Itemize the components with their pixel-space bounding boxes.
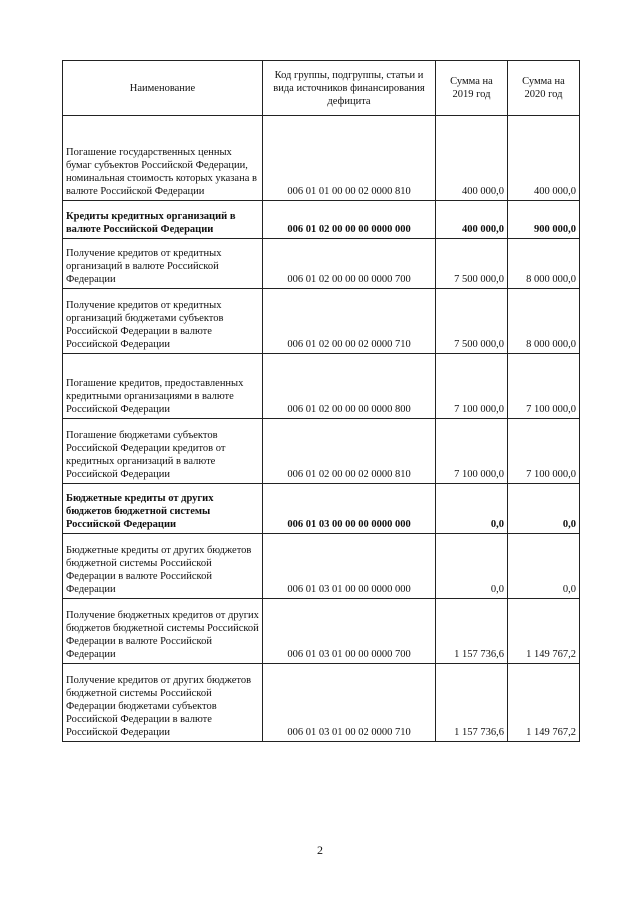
row-name: Получение кредитов от других бюджетов бюджетной системы Российской Федерации бюджетами субъектов Российской Федерации в валюте Российской Федерации bbox=[63, 664, 263, 742]
row-sum-2020: 1 149 767,2 bbox=[508, 664, 580, 742]
table-row bbox=[63, 484, 580, 534]
row-sum-2019: 7 500 000,0 bbox=[436, 239, 508, 289]
header-code: Код группы, подгруппы, статьи и вида источников финансирования дефицита bbox=[263, 61, 436, 116]
table-row bbox=[63, 354, 580, 419]
table-row bbox=[63, 201, 580, 239]
budget-sources-table bbox=[62, 60, 580, 742]
row-sum-2019: 7 100 000,0 bbox=[436, 354, 508, 419]
table-row bbox=[63, 419, 580, 484]
row-name: Погашение кредитов, предоставленных кредитными организациями в валюте Российской Федерации bbox=[63, 354, 263, 419]
row-sum-2019: 7 500 000,0 bbox=[436, 289, 508, 354]
row-name: Погашение государственных ценных бумаг субъектов Российской Федерации, номинальная стоимость которых указана в валюте Российской Федерации bbox=[63, 116, 263, 201]
row-sum-2020: 7 100 000,0 bbox=[508, 419, 580, 484]
row-sum-2019: 1 157 736,6 bbox=[436, 664, 508, 742]
row-name: Получение кредитов от кредитных организаций бюджетами субъектов Российской Федерации в валюте Российской Федерации bbox=[63, 289, 263, 354]
row-code: 006 01 03 00 00 00 0000 000 bbox=[263, 484, 436, 534]
row-code: 006 01 03 01 00 00 0000 000 bbox=[263, 534, 436, 599]
header-name: Наименование bbox=[63, 61, 263, 116]
row-sum-2019: 0,0 bbox=[436, 534, 508, 599]
row-sum-2020: 0,0 bbox=[508, 484, 580, 534]
row-code: 006 01 02 00 00 00 0000 000 bbox=[263, 201, 436, 239]
row-code: 006 01 03 01 00 00 0000 700 bbox=[263, 599, 436, 664]
row-sum-2020: 400 000,0 bbox=[508, 116, 580, 201]
row-name: Получение бюджетных кредитов от других бюджетов бюджетной системы Российской Федерации в валюте Российской Федерации bbox=[63, 599, 263, 664]
row-code: 006 01 03 01 00 02 0000 710 bbox=[263, 664, 436, 742]
header-sum-2019: Сумма на 2019 год bbox=[436, 61, 508, 116]
row-sum-2019: 0,0 bbox=[436, 484, 508, 534]
row-sum-2020: 1 149 767,2 bbox=[508, 599, 580, 664]
row-name: Бюджетные кредиты от других бюджетов бюджетной системы Российской Федерации в валюте Российской Федерации bbox=[63, 534, 263, 599]
row-code: 006 01 02 00 00 00 0000 800 bbox=[263, 354, 436, 419]
header-sum-2020: Сумма на 2020 год bbox=[508, 61, 580, 116]
table-row bbox=[63, 116, 580, 201]
row-sum-2019: 400 000,0 bbox=[436, 116, 508, 201]
table-row bbox=[63, 664, 580, 742]
row-sum-2020: 7 100 000,0 bbox=[508, 354, 580, 419]
row-sum-2020: 8 000 000,0 bbox=[508, 289, 580, 354]
row-sum-2020: 0,0 bbox=[508, 534, 580, 599]
row-name: Кредиты кредитных организаций в валюте Российской Федерации bbox=[63, 201, 263, 239]
row-code: 006 01 02 00 00 02 0000 810 bbox=[263, 419, 436, 484]
row-name: Погашение бюджетами субъектов Российской Федерации кредитов от кредитных организаций в валюте Российской Федерации bbox=[63, 419, 263, 484]
table-header-row bbox=[63, 61, 580, 116]
row-sum-2019: 400 000,0 bbox=[436, 201, 508, 239]
row-code: 006 01 02 00 00 02 0000 710 bbox=[263, 289, 436, 354]
table-row bbox=[63, 599, 580, 664]
page-number: 2 bbox=[317, 843, 323, 857]
table-row bbox=[63, 534, 580, 599]
row-name: Получение кредитов от кредитных организаций в валюте Российской Федерации bbox=[63, 239, 263, 289]
row-sum-2020: 900 000,0 bbox=[508, 201, 580, 239]
row-sum-2019: 7 100 000,0 bbox=[436, 419, 508, 484]
table-row bbox=[63, 289, 580, 354]
row-sum-2019: 1 157 736,6 bbox=[436, 599, 508, 664]
row-name: Бюджетные кредиты от других бюджетов бюджетной системы Российской Федерации bbox=[63, 484, 263, 534]
table-row bbox=[63, 239, 580, 289]
row-code: 006 01 02 00 00 00 0000 700 bbox=[263, 239, 436, 289]
row-code: 006 01 01 00 00 02 0000 810 bbox=[263, 116, 436, 201]
row-sum-2020: 8 000 000,0 bbox=[508, 239, 580, 289]
